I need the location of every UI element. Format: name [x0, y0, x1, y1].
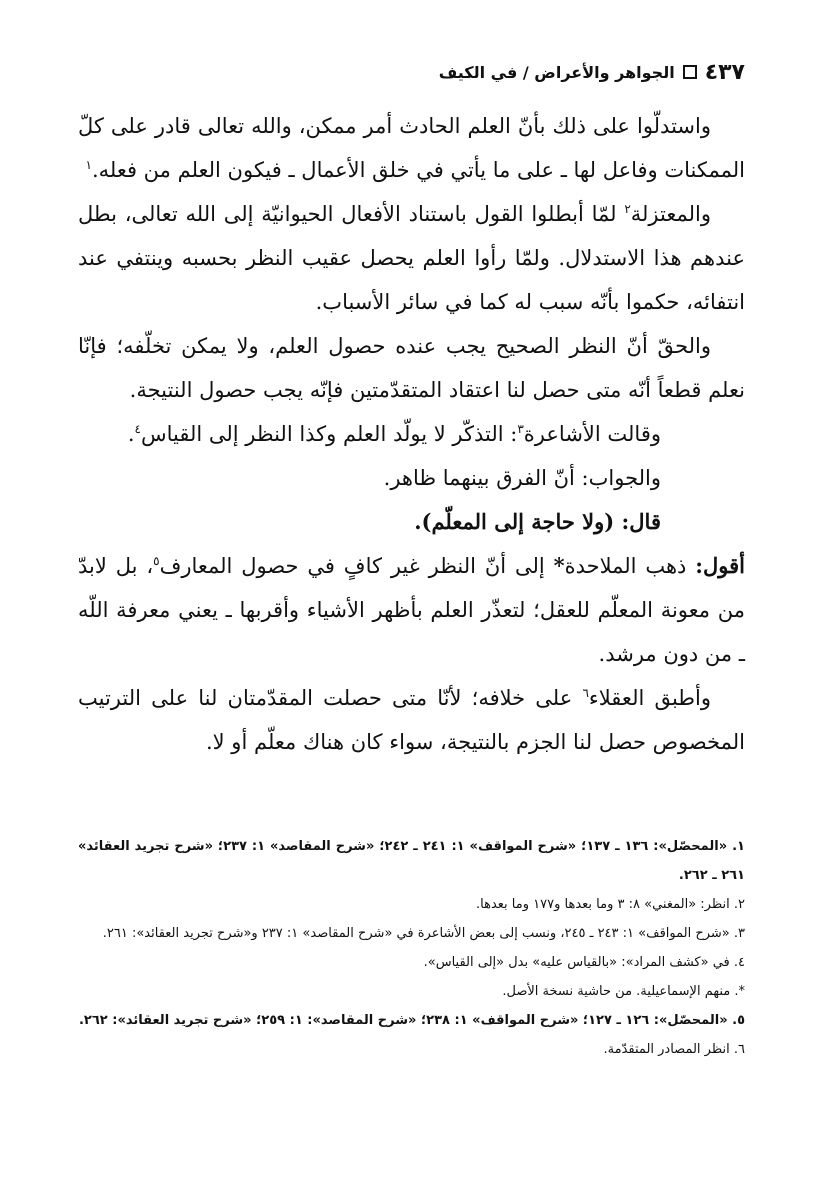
- paragraph-4-rest: : التذكّر لا يولّد العلم وكذا النظر إلى القياس: [140, 422, 518, 446]
- paragraph-4-end: .: [127, 422, 135, 446]
- header-title: الجواهر والأعراض / في الكيف: [438, 62, 675, 82]
- paragraph-7-c: ، بل لابدّ من معونة المعلّم للعقل؛ لتعذّر العلم بأظهر الأشياء وأقربها ـ يعني معرفة اللّه ـ من دون مرشد.: [78, 554, 745, 666]
- footnote-2: ٢. انظر: «المغني» ٨: ٣ وما بعدها و١٧٧ وما بعدها.: [476, 897, 745, 912]
- paragraph-7: [78, 544, 745, 676]
- paragraph-8-start: وأطبق العقلاء: [588, 686, 711, 710]
- paragraph-2-start: والمعتزلة: [630, 202, 711, 226]
- paragraph-6: [78, 500, 745, 544]
- footnote-ref-6: ٦: [582, 686, 589, 700]
- paragraph-7-b: إلى أنّ النظر غير كافٍ في حصول المعارف: [159, 554, 554, 578]
- square-ornament-icon: [683, 65, 697, 79]
- paragraph-3: والحقّ أنّ النظر الصحيح يجب عنده حصول العلم، ولا يمكن تخلّفه؛ فإنّا نعلم قطعاً أنّه متى حصل لنا اعتقاد المتقدّمتين فإنّه يجب حصول النتيجة.: [78, 334, 745, 402]
- book-page: [78, 0, 745, 1202]
- footnote-ref-5: ٥: [153, 554, 160, 568]
- footnote-3: ٣. «شرح المواقف» ١: ٢٤٣ ـ ٢٤٥، ونسب إلى بعض الأشاعرة في «شرح المقاصد» ١: ٢٣٧ و«شرح تجريد العقائد»: ٢٦١.: [102, 926, 745, 941]
- asterisk-ref: *: [553, 553, 565, 578]
- footnote-1: ١. «المحصّل»: ١٣٦ ـ ١٣٧؛ «شرح المواقف» ١: ٢٤١ ـ ٢٤٢؛ «شرح المقاصد» ١: ٢٣٧؛ «شرح تجريد العقائد» ٢٦١ ـ ٢٦٢.: [78, 839, 745, 883]
- page-number: ٤٣٧: [704, 59, 745, 85]
- paragraph-4: [78, 412, 745, 456]
- footnote-ref-4: ٤: [134, 422, 141, 436]
- footnote-6: ٦. انظر المصادر المتقدّمة.: [603, 1042, 745, 1057]
- qala-text: (ولا حاجة إلى المعلّم).: [414, 509, 622, 534]
- qala-label: قال:: [621, 509, 661, 534]
- footnote-4: ٤. في «كشف المراد»: «بالقياس عليه» بدل «إلى القياس».: [423, 955, 745, 970]
- paragraph-5: والجواب: أنّ الفرق بينهما ظاهر.: [383, 466, 661, 490]
- aqulu-label: أقول:: [695, 553, 745, 578]
- paragraph-1-text: واستدلّوا على ذلك بأنّ العلم الحادث أمر ممكن، والله تعالى قادر على كلّ الممكنات وفاعل لها ـ على ما يأتي في خلق الأعمال ـ فيكون العلم من فعله.: [78, 114, 745, 182]
- paragraph-8-rest: على خلافه؛ لأنّا متى حصلت المقدّمتان لنا على الترتيب المخصوص حصل لنا الجزم بالنتيجة، سواء كان هناك معلّم أو لا.: [78, 686, 745, 754]
- footnote-5: ٥. «المحصّل»: ١٢٦ ـ ١٢٧؛ «شرح المواقف» ١: ٢٣٨؛ «شرح المقاصد»: ١: ٢٥٩؛ «شرح تجريد العقائد»: ٢٦٢.: [78, 1013, 745, 1028]
- paragraph-2: [78, 192, 745, 324]
- running-header: [78, 55, 745, 89]
- footnotes: [78, 832, 745, 1064]
- footnote-star: *. منهم الإسماعيلية. من حاشية نسخة الأصل.: [502, 984, 745, 999]
- paragraph-4-start: وقالت الأشاعرة: [523, 422, 661, 446]
- paragraph-1: [78, 104, 745, 192]
- footnote-ref-1: ١: [85, 158, 92, 172]
- paragraph-8: [78, 676, 745, 764]
- footnote-ref-3: ٣: [517, 422, 524, 436]
- paragraph-2-rest: لمّا أبطلوا القول باستناد الأفعال الحيوانيّة إلى الله تعالى، بطل عندهم هذا الاستدلال. ولمّا رأوا العلم يحصل عقيب النظر بحسبه وينتفي عند انتفائه، حكموا بأنّه سبب له كما في سائر الأسباب.: [78, 202, 745, 314]
- footnote-ref-2: ٢: [624, 202, 631, 216]
- paragraph-7-a: ذهب الملاحدة: [564, 554, 696, 578]
- main-text: [78, 104, 745, 764]
